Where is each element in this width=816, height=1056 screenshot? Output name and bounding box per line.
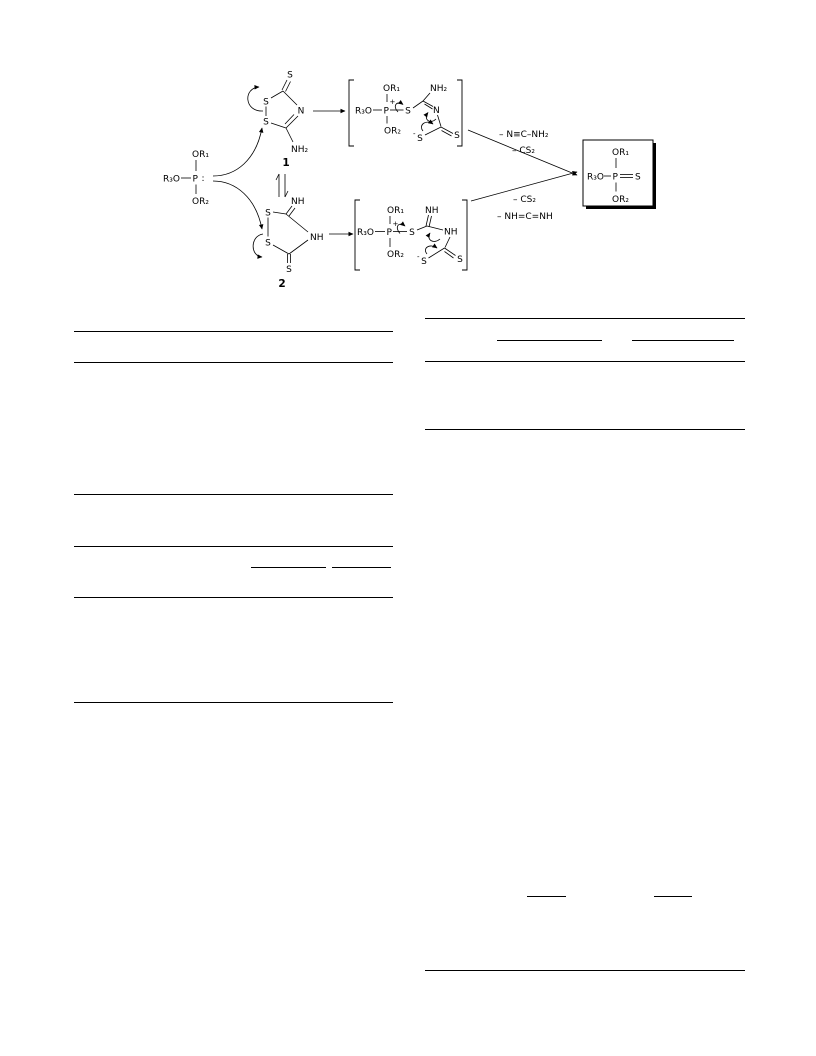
compound-2	[253, 197, 323, 290]
table-column-group-rule	[497, 340, 602, 341]
bond-c-s-anion	[429, 248, 445, 258]
compound-1	[248, 71, 309, 170]
c1-ring-sulfur-bottom: S	[263, 117, 269, 128]
table-rule	[425, 970, 745, 971]
byproduct-cyanamide: – N≡C–NH₂	[499, 130, 549, 140]
compound-2-label: 2	[278, 278, 286, 290]
i2-phosphorus: P	[386, 228, 392, 238]
i2-curved-arrow-n	[429, 233, 440, 241]
byproduct-carbodiimide: – NH=C=NH	[497, 212, 553, 222]
bond-s-c	[273, 212, 286, 214]
i1-or2: OR₂	[384, 126, 401, 137]
i1-anionic-sulfur: S	[417, 134, 423, 144]
bond-c-s-anion	[425, 127, 441, 135]
i1-negative-charge: -	[413, 130, 416, 138]
phosphite-p: P	[192, 174, 198, 185]
intermediate-2	[355, 200, 467, 270]
table-rule	[74, 331, 393, 332]
table-rule	[74, 597, 393, 598]
phosphite-reactant	[163, 150, 209, 207]
bond-c-n	[283, 91, 297, 105]
bond-nh-c	[445, 237, 450, 248]
bond-c-s	[273, 245, 289, 254]
bond-n-c-double-b	[285, 115, 294, 125]
intermediate-1	[349, 80, 462, 146]
bond-s-c	[271, 91, 283, 98]
bond-c-nh2	[423, 93, 430, 101]
c1-curved-arrow	[248, 87, 263, 111]
bond-c-nh	[427, 226, 443, 230]
bond-c-s-double-b	[442, 131, 452, 137]
product-r3o: R₃O	[587, 172, 604, 183]
table-rule	[74, 362, 393, 363]
c2-ring-nh: NH	[310, 233, 324, 243]
table-rule	[425, 318, 745, 319]
i2-linking-sulfur: S	[409, 228, 415, 238]
i1-nitrogen: N	[433, 106, 440, 116]
i1-thione-sulfur: S	[454, 131, 460, 141]
curved-arrow-to-compound-1	[213, 128, 262, 176]
c1-ring-sulfur-top: S	[263, 97, 269, 108]
product-sulfur: S	[635, 172, 641, 183]
phosphite-r3o: R₃O	[163, 174, 180, 185]
bond-c-s-double-a	[441, 127, 453, 134]
bond-c-s-double-a	[445, 248, 456, 256]
table-column-group-rule	[654, 896, 692, 897]
bond-nh-c	[289, 240, 308, 254]
i2-negative-charge: -	[417, 253, 420, 261]
table-rule	[74, 494, 393, 495]
i1-curved-arrow-p-s	[395, 103, 403, 112]
i2-thione-sulfur: S	[457, 255, 463, 265]
product-thiophosphate	[583, 140, 656, 209]
phosphite-lone-pair: :	[201, 174, 205, 184]
byproduct-cs2-lower: – CS₂	[513, 195, 536, 205]
product-phosphorus: P	[612, 172, 618, 183]
i1-r3o: R₃O	[355, 106, 372, 117]
bond-c-nh2	[286, 128, 293, 142]
c2-imino-nh: NH	[291, 197, 305, 207]
i2-nh: NH	[444, 227, 458, 238]
bond-s-c	[417, 226, 427, 230]
reaction-scheme	[0, 0, 816, 300]
i1-curved-arrow-s	[421, 122, 433, 131]
bond-c-s-double-b	[445, 252, 454, 259]
byproduct-cs2-upper: – CS₂	[512, 146, 535, 156]
left-bracket	[349, 80, 354, 146]
equilibrium-up-head	[276, 174, 279, 180]
product-or2: OR₂	[612, 195, 629, 205]
table-rule	[74, 702, 393, 703]
bond-c-s-double-a	[282, 80, 287, 90]
bond-c-nh-double-b	[429, 216, 432, 227]
i2-or1: OR₁	[387, 206, 404, 216]
equilibrium-down-head	[285, 191, 288, 197]
i1-or1: OR₁	[383, 84, 400, 94]
i1-amino: NH₂	[430, 84, 448, 94]
compound-1-label: 1	[282, 157, 290, 169]
i2-curved-arrow-s	[425, 246, 437, 254]
c1-amino: NH₂	[291, 145, 309, 155]
c2-ring-sulfur-top: S	[265, 208, 271, 219]
bond-n-c-double-a	[286, 116, 298, 128]
bond-n-c	[438, 115, 442, 127]
table-rule	[425, 361, 745, 362]
c2-ring-sulfur-bottom: S	[265, 238, 271, 249]
c1-exo-sulfur: S	[287, 70, 293, 81]
bond-c-n-double-b	[425, 104, 433, 109]
phosphite-or2: OR₂	[192, 197, 209, 207]
product-or1: OR₁	[612, 148, 629, 158]
table-column-group-rule	[527, 896, 566, 897]
bond-c-s-double-b	[286, 82, 291, 92]
bond-c-nh-double-a	[426, 215, 429, 226]
i2-or2: OR₂	[387, 250, 404, 260]
table-column-group-rule	[632, 340, 734, 341]
table-column-group-rule	[332, 567, 391, 568]
i1-linking-sulfur: S	[405, 106, 411, 117]
c2-curved-arrow	[253, 234, 263, 257]
c1-nitrogen: N	[297, 106, 305, 117]
curved-arrow-to-compound-2	[213, 181, 262, 229]
i1-positive-charge: +	[389, 98, 396, 106]
i2-r3o: R₃O	[357, 228, 374, 238]
i1-phosphorus: P	[383, 106, 389, 117]
bond-s-c	[413, 101, 423, 108]
table-rule	[425, 429, 745, 430]
i2-anionic-sulfur: S	[421, 257, 427, 267]
i2-curved-arrow-p-s	[397, 224, 405, 233]
phosphite-or1: OR₁	[192, 150, 209, 160]
table-column-group-rule	[251, 567, 326, 568]
table-rule	[74, 546, 393, 547]
equilibrium-arrows	[276, 174, 288, 197]
i2-positive-charge: +	[392, 220, 399, 228]
c2-exo-sulfur: S	[286, 265, 292, 275]
bond-c-s	[271, 123, 286, 128]
bond-c-n-double-a	[423, 101, 433, 107]
i2-imino-nh: NH	[425, 206, 439, 216]
bond-c-nh	[286, 214, 308, 232]
